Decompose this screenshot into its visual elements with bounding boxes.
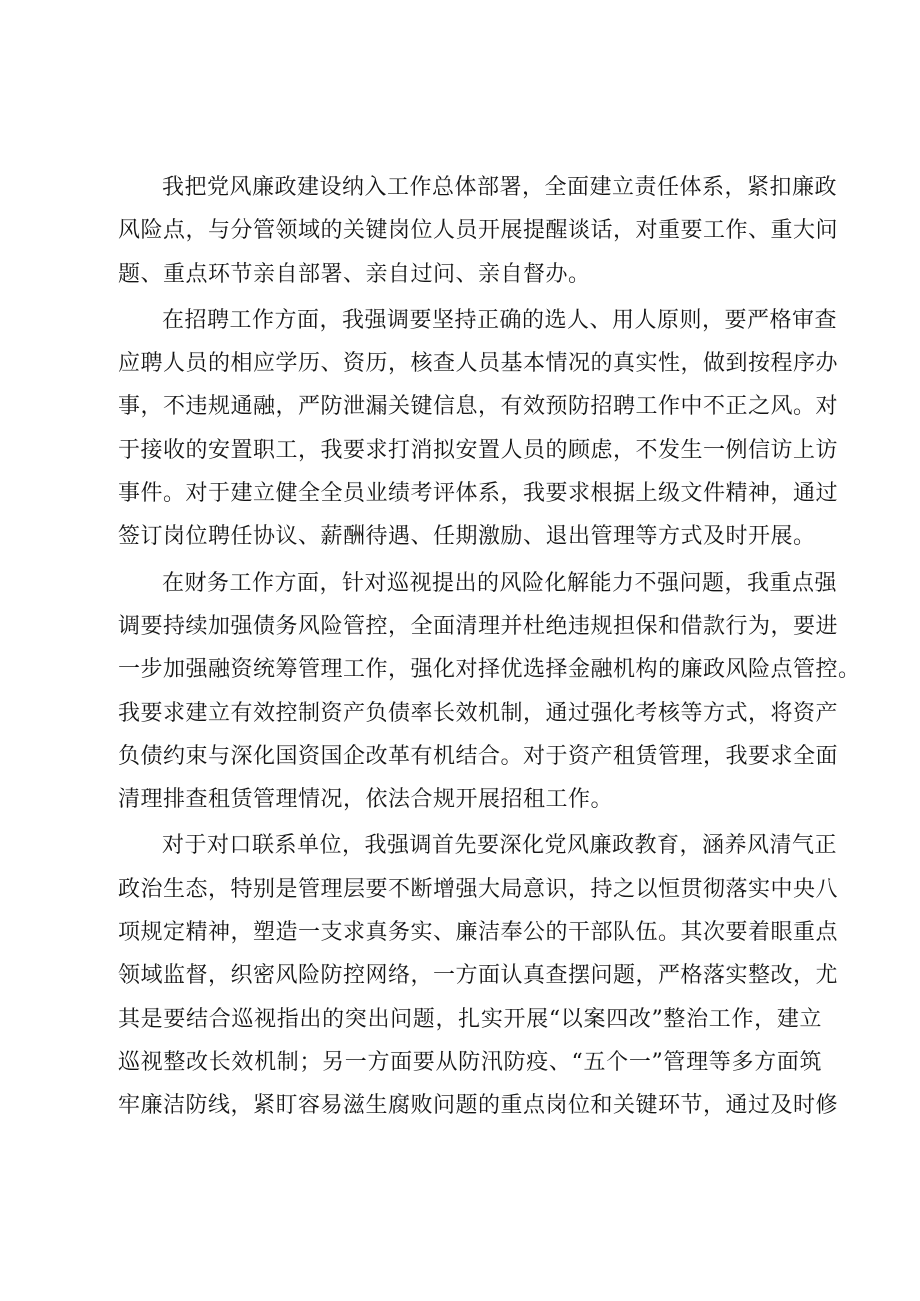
text-line: 项规定精神，塑造一支求真务实、廉洁奉公的干部队伍。其次要着眼重点 [118, 920, 839, 946]
text-line: 政治生态，特别是管理层要不断增强大局意识，持之以恒贯彻落实中央八 [118, 876, 839, 902]
text-line: 牢廉洁防线，紧盯容易滋生腐败问题的重点岗位和关键环节，通过及时修 [118, 1093, 839, 1119]
text-line: 调要持续加强债务风险管控，全面清理并杜绝违规担保和借款行为，要进 [118, 613, 839, 639]
text-line: 对于对口联系单位，我强调首先要深化党风廉政教育，涵养风清气正 [162, 833, 838, 859]
text-line: 清理排查租赁管理情况，依法合规开展招租工作。 [118, 787, 614, 813]
text-line: 负债约束与深化国资国企改革有机结合。对于资产租赁管理，我要求全面 [118, 743, 839, 769]
paragraph-responsibility [118, 166, 839, 296]
text-line: 在招聘工作方面，我强调要坚持正确的选人、用人原则，要严格审查 [162, 307, 838, 333]
text-line: 事件。对于建立健全全员业绩考评体系，我要求根据上级文件精神，通过 [118, 481, 839, 507]
text-line: 应聘人员的相应学历、资历，核查人员基本情况的真实性，做到按程序办 [118, 351, 839, 377]
text-line: 风险点，与分管领域的关键岗位人员开展提醒谈话，对重要工作、重大问 [118, 218, 839, 244]
text-line: 我把党风廉政建设纳入工作总体部署，全面建立责任体系，紧扣廉政 [162, 175, 838, 200]
paragraph-finance [118, 562, 861, 822]
text-line: 巡视整改长效机制；另一方面要从防汛防疫、“五个一”管理等多方面筑 [118, 1049, 822, 1075]
text-line: 一步加强融资统筹管理工作，强化对择优选择金融机构的廉政风险点管控。 [118, 657, 861, 683]
text-line: 在财务工作方面，针对巡视提出的风险化解能力不强问题，我重点强 [162, 570, 838, 596]
text-line: 其是要结合巡视指出的突出问题，扎实开展“以案四改”整治工作，建立 [118, 1006, 822, 1032]
paragraph-recruitment [118, 299, 839, 559]
text-line: 我要求建立有效控制资产负债率长效机制，通过强化考核等方式，将资产 [118, 700, 839, 726]
text-line: 于接收的安置职工，我要求打消拟安置人员的顾虑，不发生一例信访上访 [118, 437, 839, 463]
text-line: 题、重点环节亲自部署、亲自过问、亲自督办。 [118, 261, 591, 287]
text-line: 领域监督，织密风险防控网络，一方面认真查摆问题，严格落实整改，尤 [118, 963, 839, 989]
text-line: 事，不违规通融，严防泄漏关键信息，有效预防招聘工作中不正之风。对 [118, 394, 839, 420]
paragraph-liaison-units [118, 824, 839, 1127]
document-body [118, 166, 861, 1131]
text-line: 签订岗位聘任协议、薪酬待遇、任期激励、退出管理等方式及时开展。 [118, 524, 816, 550]
